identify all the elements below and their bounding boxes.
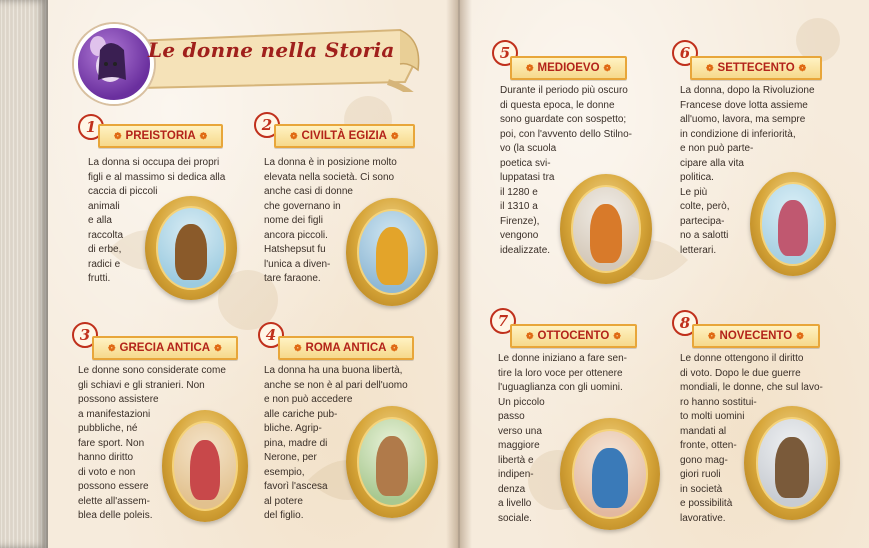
flourish-icon: ❁ bbox=[390, 343, 399, 353]
section-heading: ❁ GRECIA ANTICA ❁ bbox=[92, 336, 238, 360]
section-text: La donna ha una buona libertà, anche se non è al pari dell'uomo e non può accedere alle cariche pub- bliche. Agrip- pina, madre di Nerone, per esempio, favorì l'ascesa al potere del figlio. bbox=[264, 365, 408, 521]
flourish-icon: ❁ bbox=[114, 131, 122, 141]
flourish-icon: ❁ bbox=[796, 331, 804, 341]
section-number: 6 bbox=[672, 40, 698, 66]
flourish-icon: ❁ bbox=[390, 131, 399, 141]
peasant-woman-portrait bbox=[750, 172, 836, 276]
page-title: Le donne nella Storia bbox=[148, 38, 395, 62]
section-heading: ❁ SETTECENTO ❁ bbox=[690, 56, 822, 80]
section-text: Le donne ottengono il diritto di voto. Dopo le due guerre mondiali, le donne, che sul lavo- ro hanno sostitui- to molti uomini mandati al fronte, otten- gono mag- giori ruoli in società e possibilità lavorative. bbox=[680, 353, 823, 524]
section-text: Durante il periodo più oscuro di questa epoca, le donne sono guardate con sospetto; poi, con l'avvento dello Stilno- vo (la scuola poetica svi- luppatasi tra il 1280 e il 1310 a Firenze), vengono idealizzate. bbox=[500, 85, 632, 256]
flourish-icon: ❁ bbox=[708, 331, 716, 341]
section-heading: ❁ MEDIOEVO ❁ bbox=[510, 56, 627, 80]
section-number: 7 bbox=[490, 308, 516, 334]
medieval-lady-portrait bbox=[560, 174, 652, 284]
cavewoman-portrait bbox=[145, 196, 237, 300]
flourish-icon: ❁ bbox=[526, 63, 534, 73]
flourish-icon: ❁ bbox=[199, 131, 208, 141]
flourish-icon: ❁ bbox=[798, 63, 807, 73]
section-text: La donna si occupa dei propri figli e al massimo si dedica alla caccia di piccoli animali e alla raccolta di erbe, radici e frutti. bbox=[88, 157, 226, 284]
flourish-icon: ❁ bbox=[526, 331, 534, 341]
section-text: Le donne sono considerate come gli schiavi e gli stranieri. Non possono assistere a manifestazioni pubbliche, né fare sport. Non hanno diritto di voto e non possono essere elette all'assem- blea delle poleis. bbox=[78, 365, 226, 521]
page-edges bbox=[0, 0, 48, 548]
section-heading: ❁ NOVECENTO ❁ bbox=[692, 324, 820, 348]
pharaoh-portrait bbox=[346, 198, 438, 306]
section-number: 8 bbox=[672, 310, 698, 336]
section-heading: ❁ ROMA ANTICA ❁ bbox=[278, 336, 414, 360]
greek-woman-portrait bbox=[162, 410, 248, 522]
section-number: 3 bbox=[72, 322, 98, 348]
suffragettes-portrait bbox=[560, 418, 660, 530]
section-heading: ❁ PREISTORIA ❁ bbox=[98, 124, 223, 148]
section-text: Le donne iniziano a fare sen- tire la loro voce per ottenere l'uguaglianza con gli uomini. Un piccolo passo verso una maggiore libertà e indipen- denza a livello sociale. bbox=[498, 353, 627, 524]
author-avatar bbox=[74, 24, 154, 104]
flourish-icon: ❁ bbox=[613, 331, 621, 341]
section-number: 4 bbox=[258, 322, 284, 348]
section-number: 2 bbox=[254, 112, 280, 138]
section-number: 1 bbox=[78, 114, 104, 140]
flourish-icon: ❁ bbox=[290, 131, 298, 141]
section-number: 5 bbox=[492, 40, 518, 66]
section-heading: ❁ CIVILTÀ EGIZIA ❁ bbox=[274, 124, 415, 148]
voting-woman-portrait bbox=[744, 406, 840, 520]
section-text: La donna è in posizione molto elevata nella società. Ci sono anche casi di donne che governano in nome dei figli ancora piccoli. Hatshepsut fu l'unica a diven- tare faraone. bbox=[264, 157, 397, 284]
mouse-character-icon bbox=[78, 28, 142, 92]
flourish-icon: ❁ bbox=[706, 63, 714, 73]
book-gutter bbox=[446, 0, 472, 548]
section-heading: ❁ OTTOCENTO ❁ bbox=[510, 324, 637, 348]
flourish-icon: ❁ bbox=[108, 343, 116, 353]
flourish-icon: ❁ bbox=[214, 343, 222, 353]
roman-woman-portrait bbox=[346, 406, 438, 518]
flourish-icon: ❁ bbox=[603, 63, 612, 73]
section-text: La donna, dopo la Rivoluzione Francese dove lotta assieme all'uomo, lavora, ma sempre in condizione di inferiorità, e non può parte- cipare alla vita politica. Le più colte, però, partecipa- no a salotti letterari. bbox=[680, 85, 815, 256]
flourish-icon: ❁ bbox=[294, 343, 302, 353]
